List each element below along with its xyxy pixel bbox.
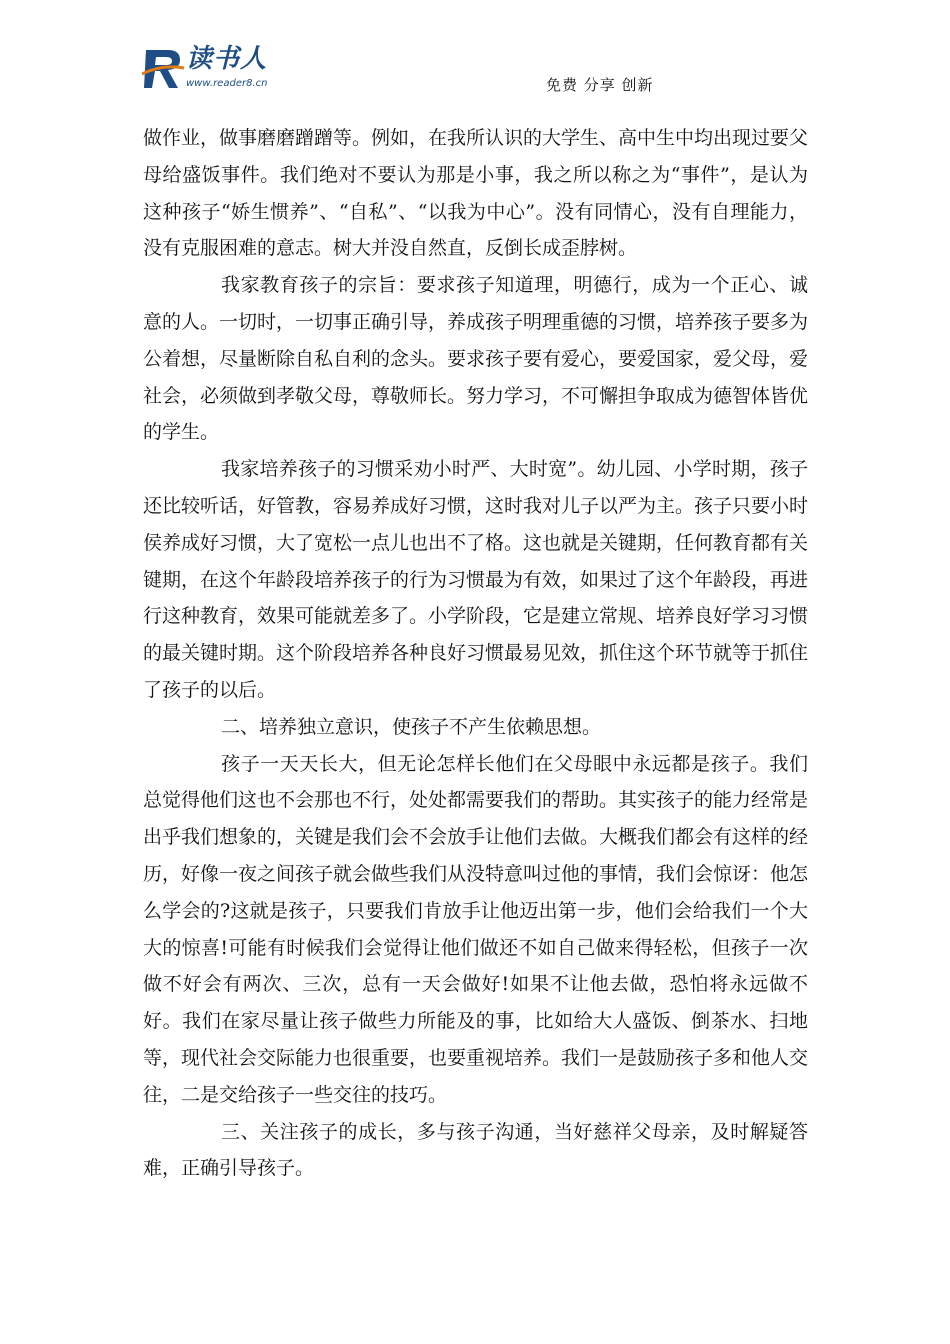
section-heading-2: 二、培养独立意识，使孩子不产生依赖思想。 (221, 715, 602, 738)
site-logo[interactable] (142, 44, 292, 102)
paragraph-3: 我家培养孩子的习惯采劝小时严、大时宽”。幼儿园、小学时期，孩子还比较听话，好管教，容易养成好习惯，这时我对儿子以严为主。孩子只要小时侯养成好习惯，大了宽松一点儿也出不了格。这也就是关键期，任何教育都有关键期，在这个年龄段培养孩子的行为习惯最为有效，如果过了这个年龄段，再进行这种教育，效果可能就差多了。小学阶段，它是建立常规、培养良好学习习惯的最关键时期。这个阶段培养各种良好习惯最易见效，抓住这个环节就等于抓住了孩子的以后。 (143, 458, 809, 701)
section-heading-3: 三、关注孩子的成长，多与孩子沟通，当好慈祥父母亲，及时解疑答难，正确引导孩子。 (143, 1120, 808, 1180)
paragraph-5: 孩子一天天长大，但无论怎样长他们在父母眼中永远都是孩子。我们总觉得他们这也不会那也不行，处处都需要我们的帮助。其实孩子的能力经常是出乎我们想象的，关键是我们会不会放手让他们去做。大概我们都会有这样的经历，好像一夜之间孩子就会做些我们从没特意叫过他的事情，我们会惊讶：他怎么学会的?这就是孩子，只要我们肯放手让他迈出第一步，他们会给我们一个大大的惊喜!可能有时候我们会觉得让他们做还不如自己做来得轻松，但孩子一次做不好会有两次、三次，总有一天会做好!如果不让他去做，恐怕将永远做不好。我们在家尽量让孩子做些力所能及的事，比如给大人盛饭、倒茶水、扫地等，现代社会交际能力也很重要，也要重视培养。我们一是鼓励孩子多和他人交往，二是交给孩子一些交往的技巧。 (143, 752, 809, 1106)
document-body (143, 120, 808, 1187)
header-slogan: 免费 分享 创新 (546, 76, 654, 94)
paragraph-1: 做作业，做事磨磨蹭蹭等。例如，在我所认识的大学生、高中生中均出现过要父母给盛饭事件。我们绝对不要认为那是小事，我之所以称之为“事件”，是认为这种孩子“娇生惯养”、“自私”、“以我为中心”。没有同情心，没有自理能力，没有克服困难的意志。树大并没自然直，反倒长成歪脖树。 (143, 127, 809, 260)
paragraph-2: 我家教育孩子的宗旨：要求孩子知道理，明德行，成为一个正心、诚意的人。一切时，一切事正确引导，养成孩子明理重德的习惯，培养孩子要多为公着想，尽量断除自私自利的念头。要求孩子要有爱心，要爱国家，爱父母，爱社会，必须做到孝敬父母，尊敬师长。努力学习，不可懈担争取成为德智体皆优的学生。 (143, 274, 809, 444)
logo-brand-text: 读书人 (186, 44, 268, 74)
logo-r-icon (142, 44, 186, 92)
logo-url-text: www.reader8.cn (186, 78, 268, 89)
